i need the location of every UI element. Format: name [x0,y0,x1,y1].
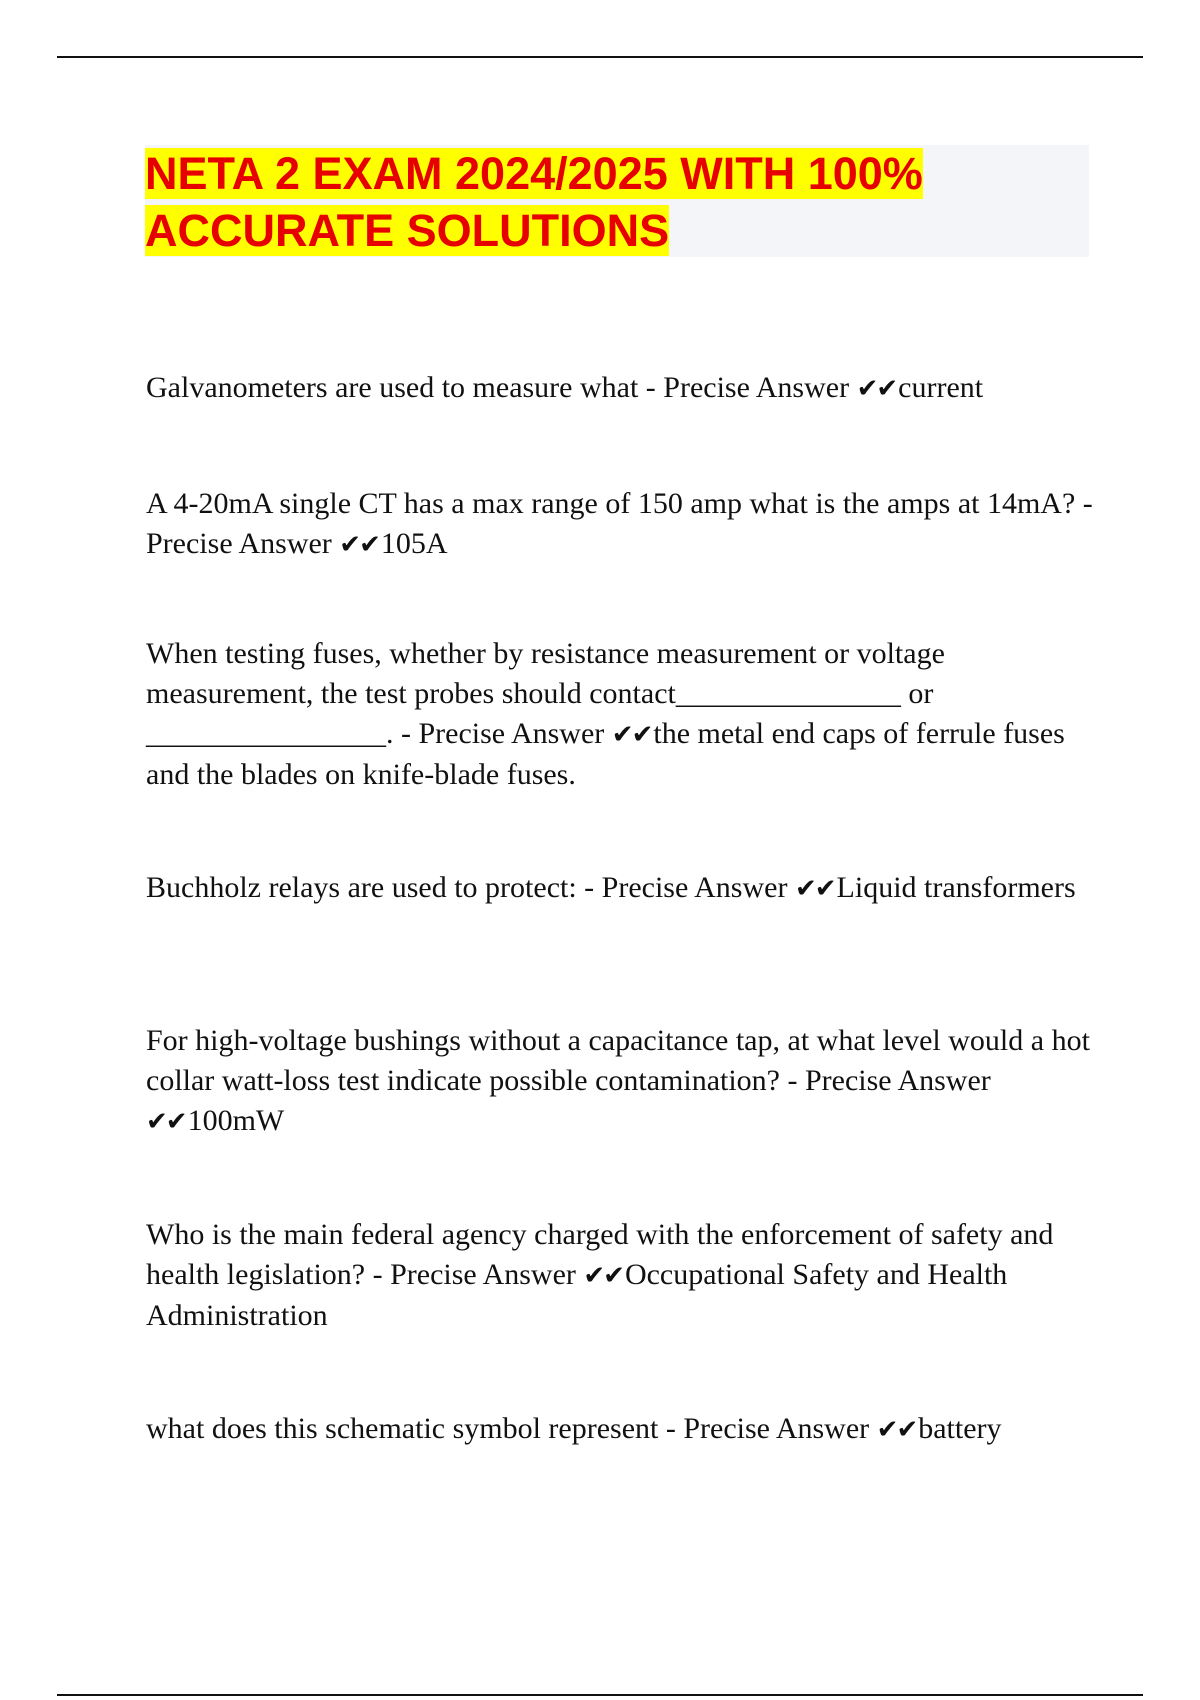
question-text: Who is the main federal agency charged with the enforcement of safety and health legislation? - Precise Answer [146,1218,1054,1291]
question-text: Buchholz relays are used to protect: - Precise Answer [146,871,795,904]
question-text: For high-voltage bushings without a capacitance tap, at what level would a hot collar watt-loss test indicate possible contamination? - Precise Answer [146,1024,1090,1097]
double-check-icon: ✔✔ [876,1415,917,1445]
question-text: what does this schematic symbol represent - Precise Answer [146,1412,877,1445]
question-text: When testing fuses, whether by resistance measurement or voltage measurement, the test probes should contact_______________ or ________________. - Precise Answer [146,637,945,750]
page-title [145,145,1089,259]
qa-item-4 [146,868,1096,909]
qa-item-3 [146,634,1096,795]
qa-item-6 [146,1215,1096,1336]
answer-text: Occupational Safety and Health Administration [146,1258,1008,1332]
question-text: Galvanometers are used to measure what - Precise Answer [146,371,857,404]
qa-item-2 [146,484,1096,565]
double-check-icon: ✔✔ [583,1261,623,1291]
bottom-divider [57,1694,1143,1696]
double-check-icon: ✔✔ [856,374,897,404]
qa-item-7 [146,1409,1096,1450]
qa-item-5 [146,1021,1096,1142]
qa-item-1 [146,368,1096,409]
answer-text: Liquid transformers [836,871,1076,904]
answer-text: 105A [380,527,448,560]
double-check-icon: ✔✔ [794,874,835,904]
title-line-1: NETA 2 EXAM 2024/2025 WITH 100% [145,148,923,199]
answer-text: the metal end caps of ferrule fuses and the blades on knife-blade fuses. [146,717,1065,791]
question-text: A 4-20mA single CT has a max range of 150 amp what is the amps at 14mA? - Precise Answer [146,487,1093,560]
answer-text: current [898,371,984,404]
top-divider [57,56,1143,58]
double-check-icon: ✔✔ [611,720,652,750]
double-check-icon: ✔✔ [146,1107,186,1137]
double-check-icon: ✔✔ [339,530,379,560]
answer-text: 100mW [187,1104,285,1137]
title-block [145,145,1089,257]
title-line-2: ACCURATE SOLUTIONS [145,205,670,256]
answer-text: battery [918,1412,1002,1445]
